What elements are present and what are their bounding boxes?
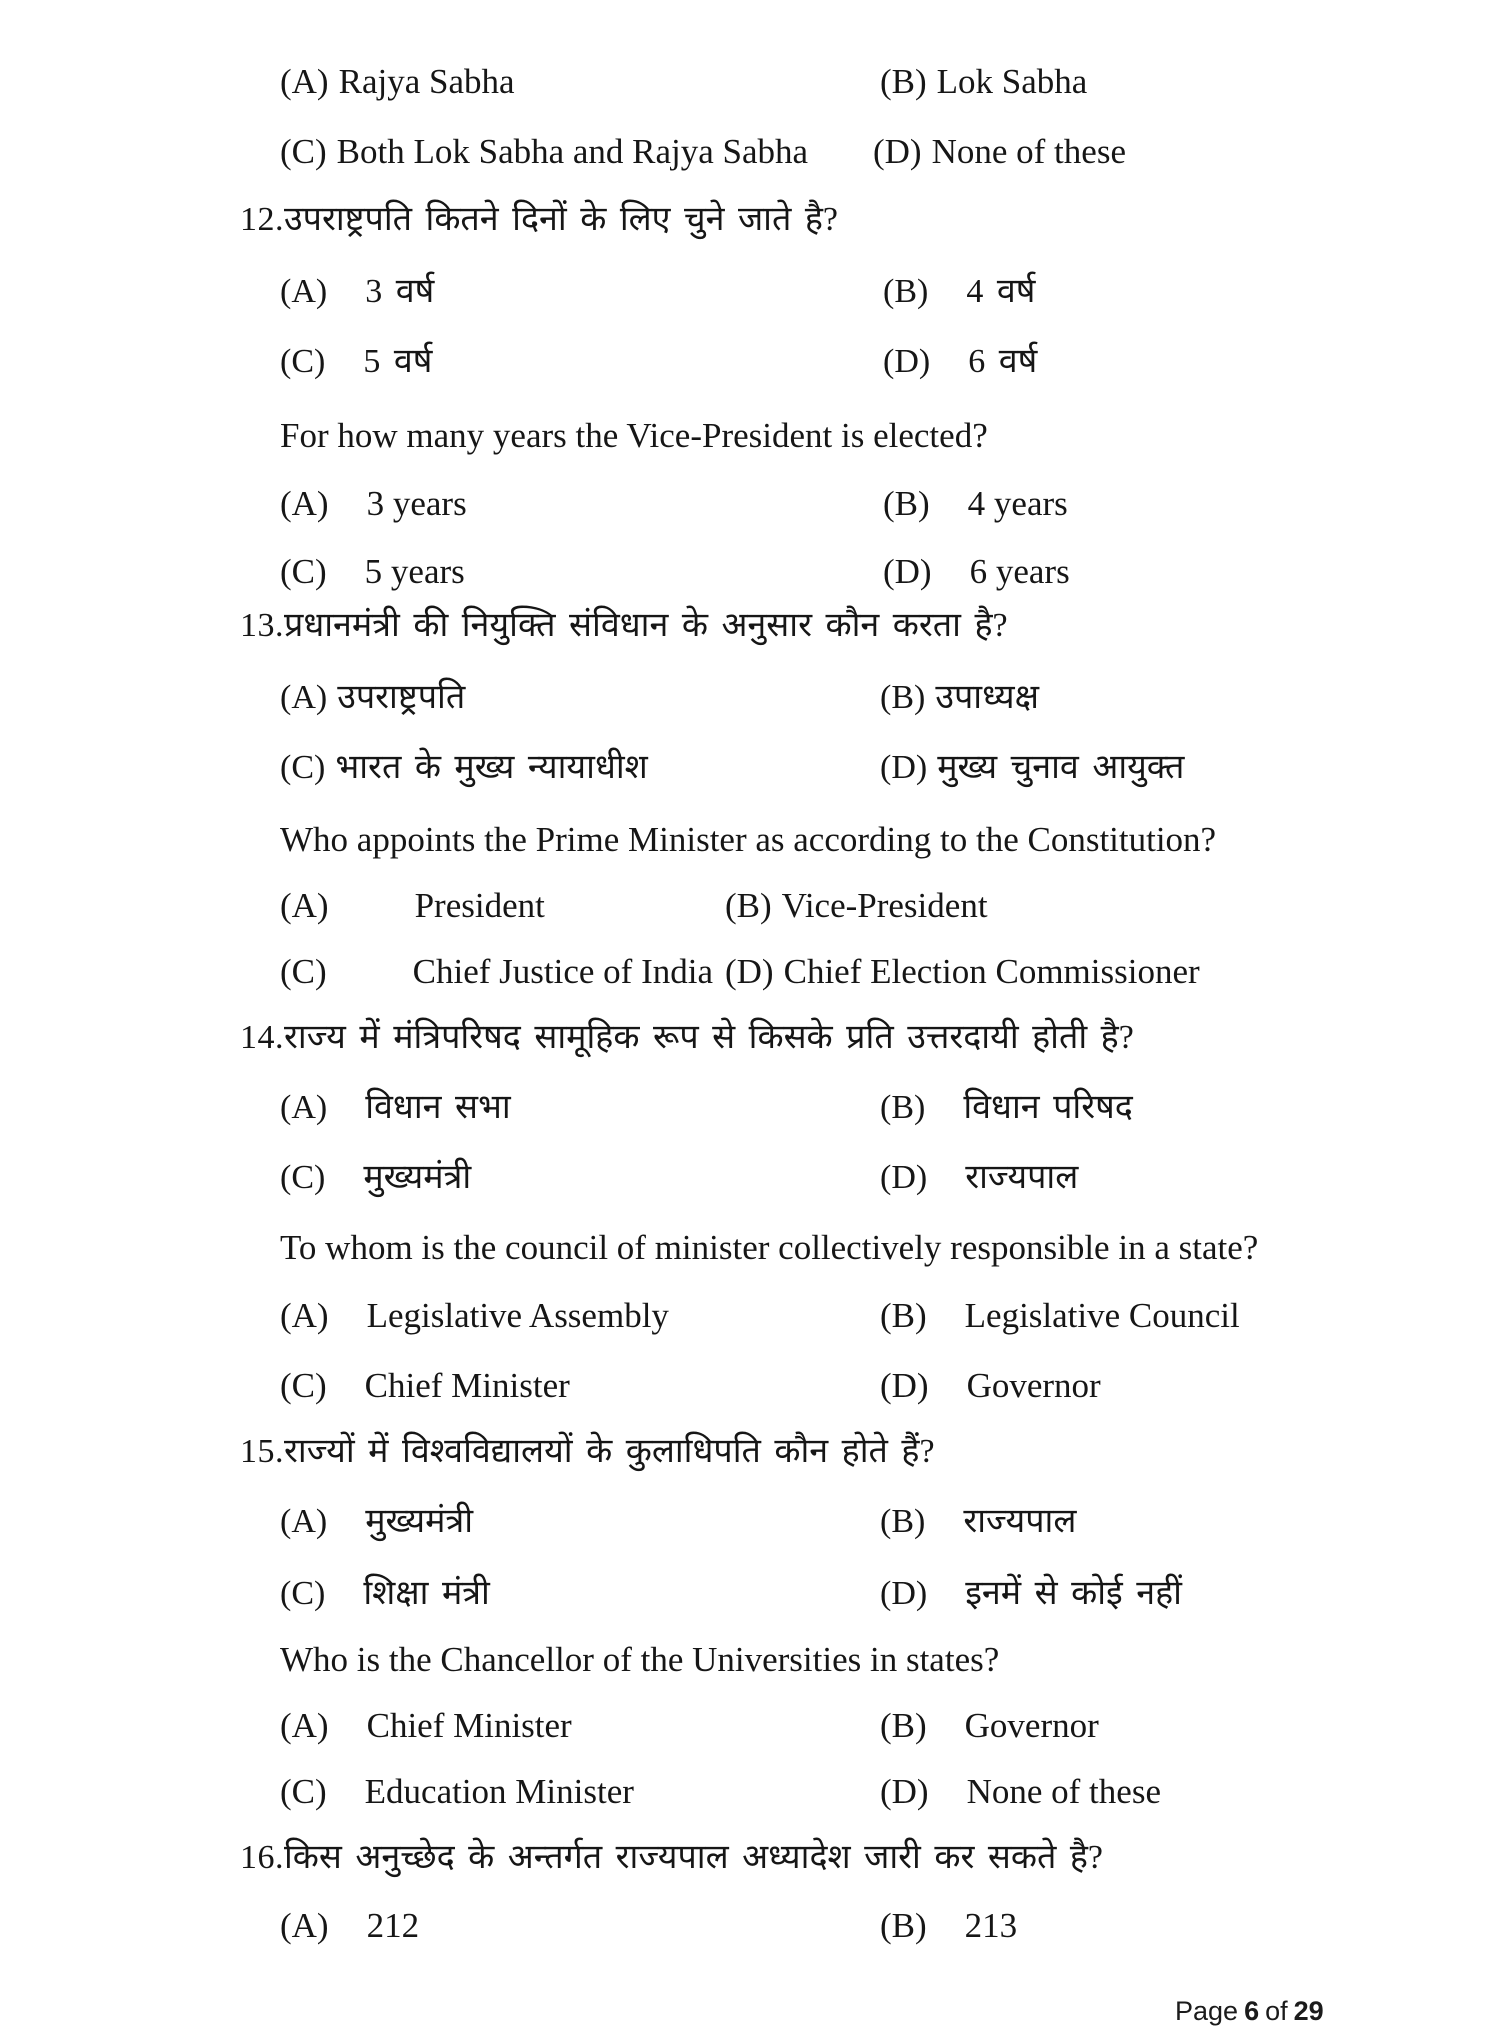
q14-hindi-option-a bbox=[280, 1088, 511, 1127]
carryover-option-c bbox=[280, 132, 808, 172]
q16-option-a bbox=[280, 1906, 419, 1946]
option-letter: (A) bbox=[280, 886, 329, 925]
option-letter: (D) bbox=[725, 952, 774, 991]
q12-english-option-d bbox=[883, 552, 1070, 592]
option-text: Governor bbox=[964, 1706, 1099, 1745]
option-letter: (A) bbox=[280, 1503, 328, 1540]
option-text: राज्यपाल bbox=[965, 1159, 1079, 1196]
option-letter: (D) bbox=[880, 1366, 929, 1405]
q12-hindi-option-c bbox=[280, 342, 432, 381]
question-number: 14. bbox=[240, 1019, 284, 1056]
option-letter: (D) bbox=[883, 552, 932, 591]
option-text: Lok Sabha bbox=[936, 62, 1088, 101]
option-letter: (B) bbox=[880, 1296, 927, 1335]
option-letter: (C) bbox=[280, 749, 326, 786]
option-text: 3 वर्ष bbox=[365, 273, 435, 310]
question-text: किस अनुच्छेद के अन्तर्गत राज्यपाल अध्यादेश जारी कर सकते है? bbox=[284, 1839, 1104, 1876]
option-letter: (B) bbox=[880, 1906, 927, 1945]
question-number: 15. bbox=[240, 1433, 284, 1470]
question-number: 16. bbox=[240, 1839, 284, 1876]
option-text: President bbox=[414, 886, 545, 925]
q13-hindi-question bbox=[240, 606, 1008, 645]
q14-hindi-option-b bbox=[880, 1088, 1133, 1127]
q14-hindi-option-c bbox=[280, 1158, 471, 1197]
q12-english-question bbox=[280, 416, 988, 456]
option-text: Chief Minister bbox=[364, 1366, 570, 1405]
option-letter: (A) bbox=[280, 1296, 329, 1335]
option-letter: (A) bbox=[280, 1089, 328, 1126]
q15-english-option-a bbox=[280, 1706, 572, 1746]
footer-word-of: of bbox=[1265, 1996, 1288, 2026]
option-text: Vice-President bbox=[781, 886, 988, 925]
q13-english-option-a bbox=[280, 886, 545, 926]
question-text: प्रधानमंत्री की नियुक्ति संविधान के अनुसार कौन करता है? bbox=[284, 607, 1008, 644]
q15-english-question bbox=[280, 1640, 999, 1680]
q14-english-option-d bbox=[880, 1366, 1101, 1406]
option-letter: (C) bbox=[280, 132, 327, 171]
option-text: None of these bbox=[931, 132, 1126, 171]
option-letter: (A) bbox=[280, 1906, 329, 1945]
question-text: उपराष्ट्रपति कितने दिनों के लिए चुने जाते है? bbox=[284, 201, 839, 238]
option-letter: (C) bbox=[280, 1575, 326, 1612]
q12-hindi-option-d bbox=[883, 342, 1037, 381]
option-letter: (C) bbox=[280, 952, 327, 991]
option-letter: (A) bbox=[280, 484, 329, 523]
footer-page-number: 6 bbox=[1244, 1996, 1260, 2026]
q12-english-option-a bbox=[280, 484, 467, 524]
option-letter: (A) bbox=[280, 62, 329, 101]
option-text: 3 years bbox=[366, 484, 467, 523]
option-letter: (C) bbox=[280, 343, 326, 380]
option-text: उपाध्यक्ष bbox=[935, 679, 1039, 716]
option-letter: (C) bbox=[280, 1366, 327, 1405]
q12-hindi-option-a bbox=[280, 272, 434, 311]
q13-hindi-option-a bbox=[280, 678, 465, 717]
question-text: For how many years the Vice-President is elected? bbox=[280, 416, 988, 455]
option-text: Legislative Council bbox=[964, 1296, 1240, 1335]
carryover-option-b bbox=[880, 62, 1087, 102]
option-text: Chief Minister bbox=[366, 1706, 572, 1745]
q15-hindi-option-d bbox=[880, 1574, 1182, 1613]
q14-english-option-a bbox=[280, 1296, 669, 1336]
option-text: 5 years bbox=[364, 552, 465, 591]
question-text: Who is the Chancellor of the Universities in states? bbox=[280, 1640, 1000, 1679]
option-letter: (C) bbox=[280, 1772, 327, 1811]
q15-english-option-b bbox=[880, 1706, 1099, 1746]
option-letter: (B) bbox=[880, 1503, 926, 1540]
option-text: शिक्षा मंत्री bbox=[363, 1575, 490, 1612]
q14-hindi-question bbox=[240, 1018, 1134, 1057]
option-text: राज्यपाल bbox=[963, 1503, 1077, 1540]
q13-hindi-option-d bbox=[880, 748, 1184, 787]
option-letter: (D) bbox=[873, 132, 922, 171]
option-text: 6 years bbox=[969, 552, 1070, 591]
footer-word-page: Page bbox=[1175, 1996, 1239, 2026]
option-letter: (D) bbox=[880, 749, 928, 786]
option-text: None of these bbox=[966, 1772, 1161, 1811]
q13-english-option-d bbox=[725, 952, 1200, 992]
q12-hindi-question bbox=[240, 200, 838, 239]
q15-hindi-option-b bbox=[880, 1502, 1076, 1541]
question-text: To whom is the council of minister collectively responsible in a state? bbox=[280, 1228, 1259, 1267]
q13-english-question bbox=[280, 820, 1216, 860]
option-letter: (B) bbox=[883, 273, 929, 310]
option-text: मुख्य चुनाव आयुक्त bbox=[937, 749, 1185, 786]
option-text: 6 वर्ष bbox=[968, 343, 1038, 380]
footer-total-pages: 29 bbox=[1293, 1996, 1324, 2026]
option-text: Both Lok Sabha and Rajya Sabha bbox=[336, 132, 809, 171]
option-text: Chief Justice of India bbox=[412, 952, 713, 991]
q14-english-option-c bbox=[280, 1366, 570, 1406]
option-letter: (A) bbox=[280, 679, 328, 716]
option-letter: (C) bbox=[280, 1159, 326, 1196]
q14-english-question bbox=[280, 1228, 1258, 1268]
option-letter: (D) bbox=[880, 1575, 928, 1612]
q12-english-option-b bbox=[883, 484, 1068, 524]
option-letter: (B) bbox=[880, 679, 926, 716]
question-number: 12. bbox=[240, 201, 284, 238]
option-text: विधान परिषद bbox=[963, 1089, 1133, 1126]
option-text: विधान सभा bbox=[365, 1089, 511, 1126]
option-letter: (C) bbox=[280, 552, 327, 591]
question-number: 13. bbox=[240, 607, 284, 644]
option-text: Legislative Assembly bbox=[366, 1296, 669, 1335]
q13-hindi-option-c bbox=[280, 748, 648, 787]
option-text: भारत के मुख्य न्यायाधीश bbox=[335, 749, 648, 786]
q14-english-option-b bbox=[880, 1296, 1240, 1336]
q13-english-option-b bbox=[725, 886, 988, 926]
option-text: 4 years bbox=[967, 484, 1068, 523]
q16-hindi-question bbox=[240, 1838, 1103, 1877]
option-letter: (D) bbox=[883, 343, 931, 380]
q12-english-option-c bbox=[280, 552, 465, 592]
option-text: 4 वर्ष bbox=[966, 273, 1036, 310]
page-footer bbox=[1175, 1996, 1324, 2027]
option-letter: (B) bbox=[880, 62, 927, 101]
q15-english-option-c bbox=[280, 1772, 634, 1812]
option-letter: (A) bbox=[280, 1706, 329, 1745]
carryover-option-d bbox=[873, 132, 1126, 172]
q15-hindi-option-a bbox=[280, 1502, 473, 1541]
carryover-option-a bbox=[280, 62, 515, 102]
option-text: मुख्यमंत्री bbox=[365, 1503, 474, 1540]
q13-hindi-option-b bbox=[880, 678, 1039, 717]
q13-english-option-c bbox=[280, 952, 713, 992]
option-text: उपराष्ट्रपति bbox=[337, 679, 466, 716]
option-letter: (D) bbox=[880, 1159, 928, 1196]
option-text: मुख्यमंत्री bbox=[363, 1159, 472, 1196]
q15-hindi-question bbox=[240, 1432, 935, 1471]
option-text: 5 वर्ष bbox=[363, 343, 433, 380]
q16-option-b bbox=[880, 1906, 1017, 1946]
q15-hindi-option-c bbox=[280, 1574, 490, 1613]
option-text: Chief Election Commissioner bbox=[783, 952, 1200, 991]
option-text: इनमें से कोई नहीं bbox=[965, 1575, 1182, 1612]
question-text: राज्यों में विश्वविद्यालयों के कुलाधिपति कौन होते हैं? bbox=[284, 1433, 935, 1470]
option-text: Governor bbox=[966, 1366, 1101, 1405]
option-text: Education Minister bbox=[364, 1772, 634, 1811]
q15-english-option-d bbox=[880, 1772, 1161, 1812]
option-letter: (B) bbox=[883, 484, 930, 523]
question-text: राज्य में मंत्रिपरिषद सामूहिक रूप से किसके प्रति उत्तरदायी होती है? bbox=[284, 1019, 1134, 1056]
option-text: 212 bbox=[366, 1906, 420, 1945]
question-text: Who appoints the Prime Minister as according to the Constitution? bbox=[280, 820, 1217, 859]
option-letter: (B) bbox=[880, 1706, 927, 1745]
option-letter: (A) bbox=[280, 273, 328, 310]
option-text: Rajya Sabha bbox=[338, 62, 515, 101]
option-text: 213 bbox=[964, 1906, 1018, 1945]
q14-hindi-option-d bbox=[880, 1158, 1078, 1197]
option-letter: (B) bbox=[725, 886, 772, 925]
option-letter: (D) bbox=[880, 1772, 929, 1811]
option-letter: (B) bbox=[880, 1089, 926, 1126]
q12-hindi-option-b bbox=[883, 272, 1035, 311]
